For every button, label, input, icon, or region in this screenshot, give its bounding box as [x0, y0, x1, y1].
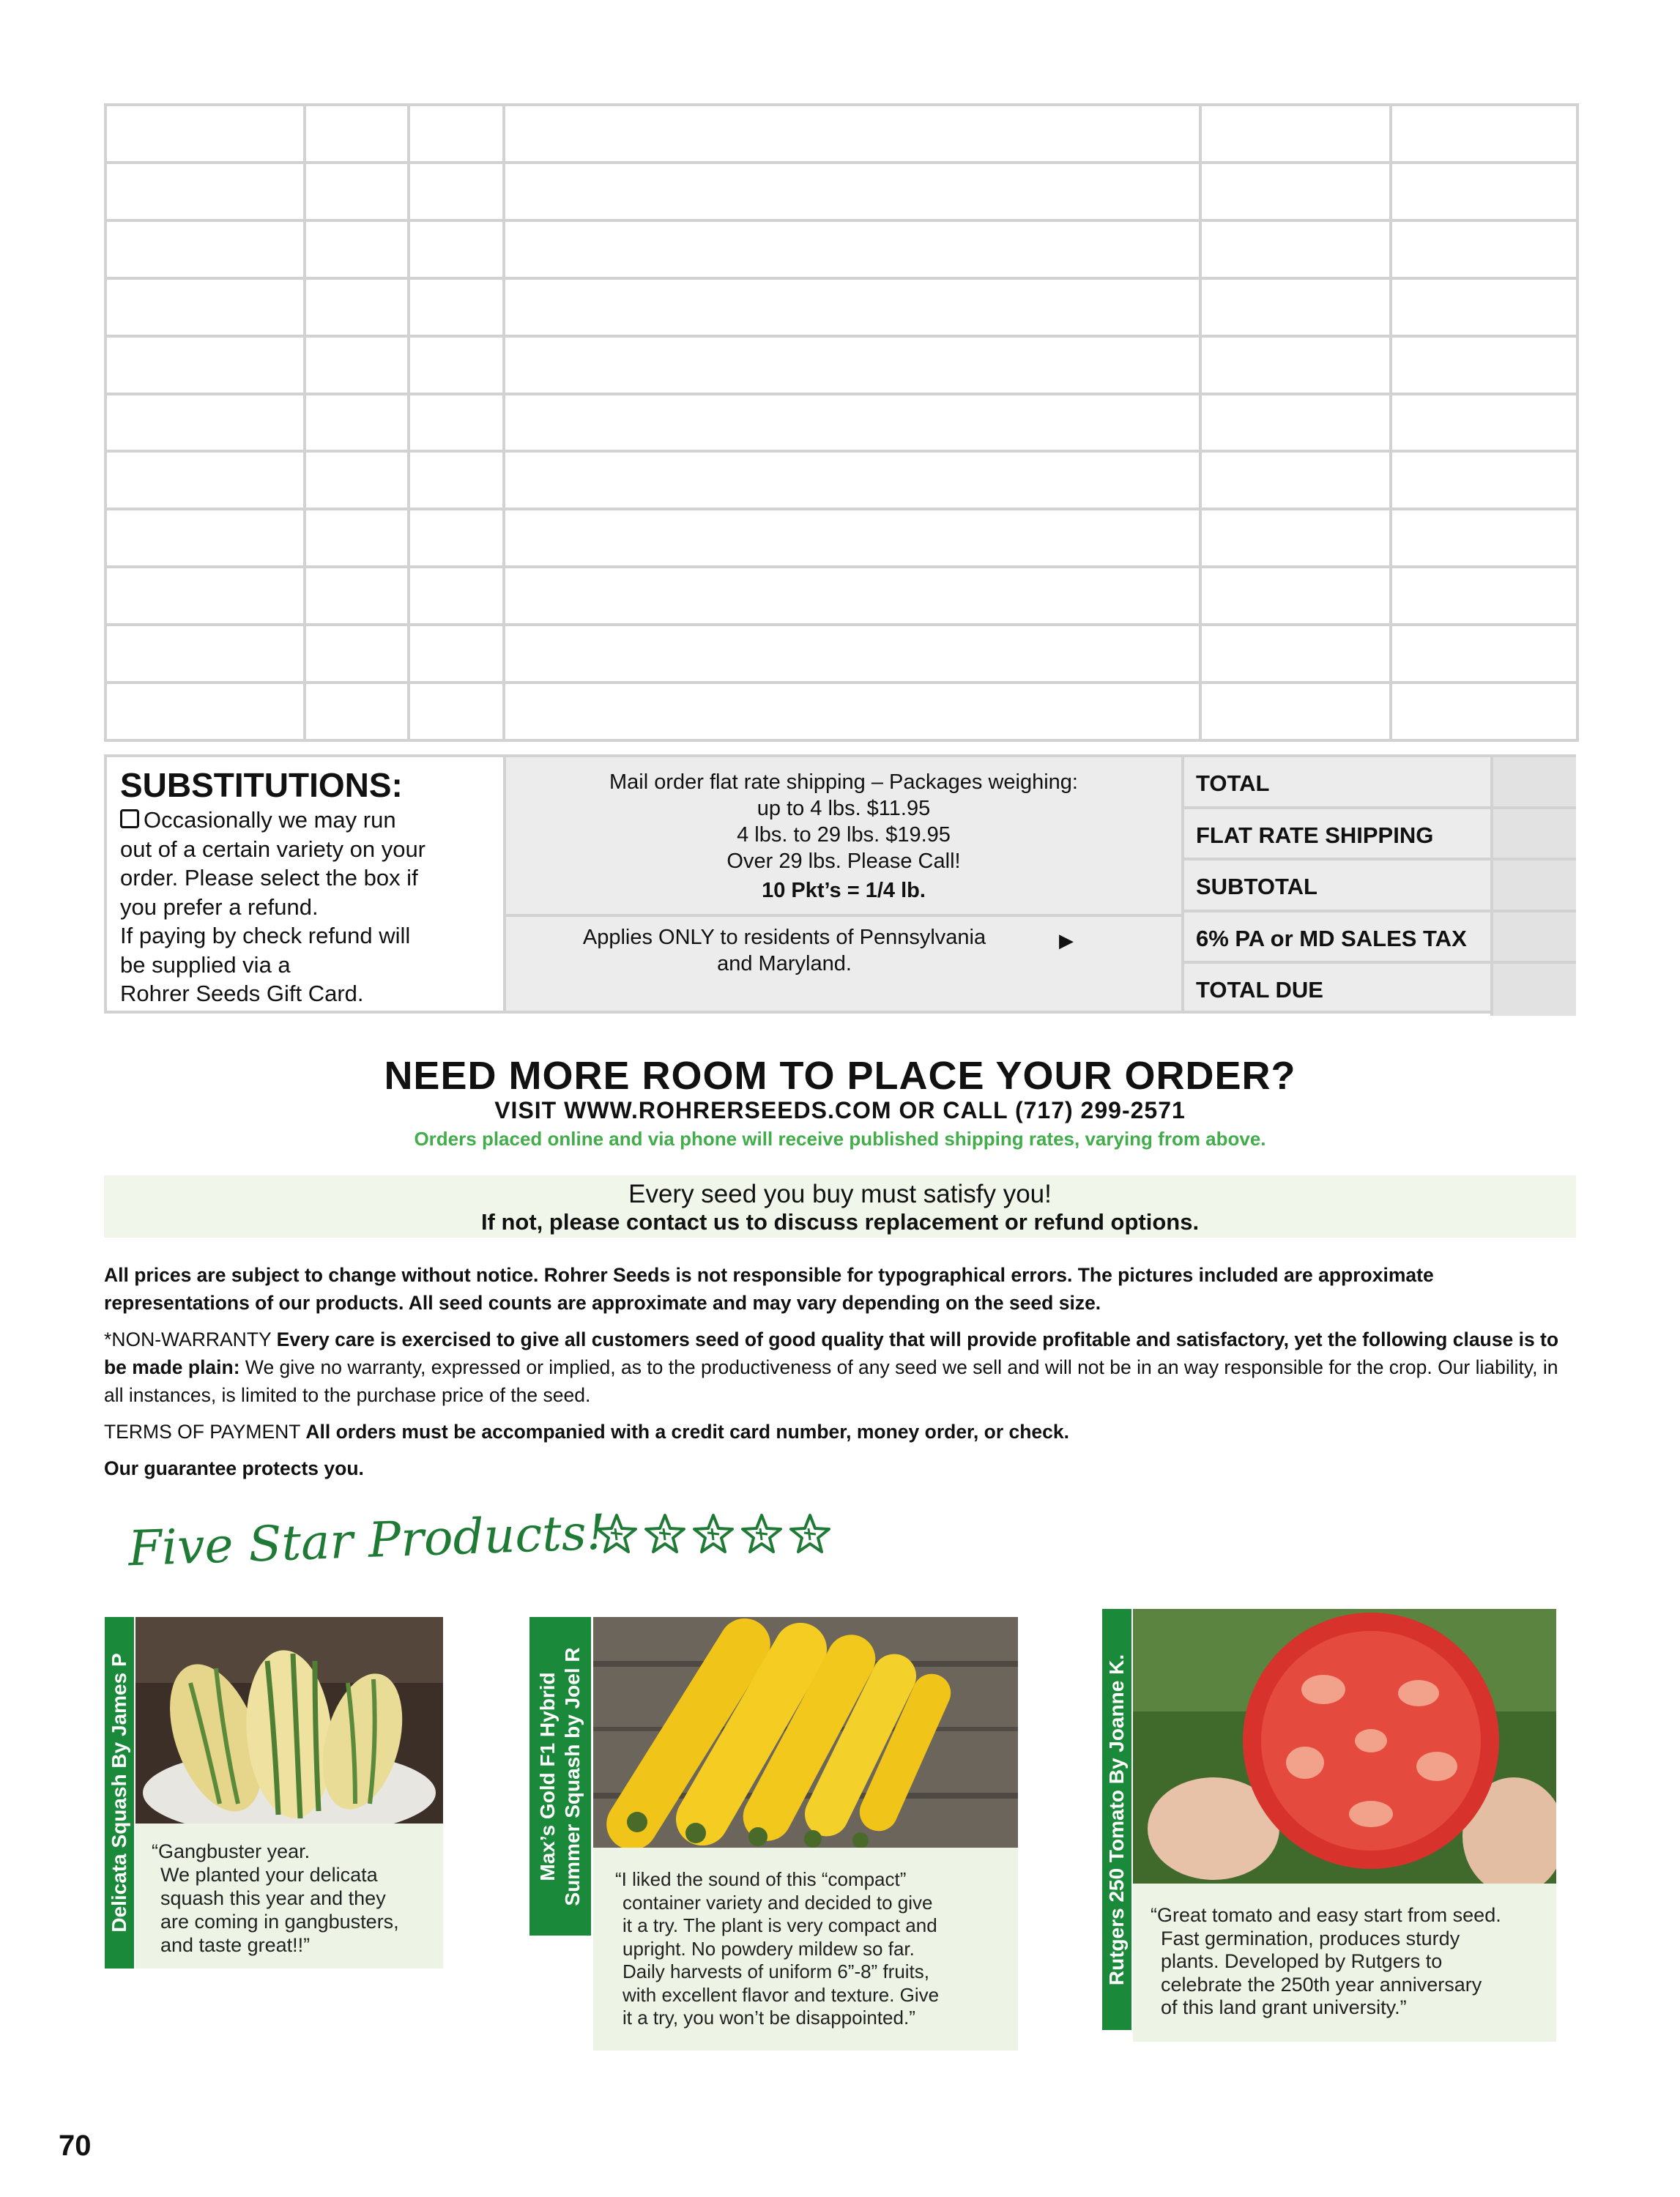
- order-grid-row: [105, 683, 1577, 740]
- total-due-label: TOTAL DUE: [1196, 977, 1323, 1003]
- flat-rate-row: [1184, 809, 1573, 861]
- order-grid-cell[interactable]: [504, 567, 1200, 625]
- order-grid-cell[interactable]: [105, 220, 305, 278]
- subst-line-7: Rohrer Seeds Gift Card.: [120, 981, 364, 1006]
- rutgers-quote-line-5: of this land grant university.”: [1161, 1996, 1407, 2018]
- order-summary-panel: [104, 754, 1576, 1014]
- star-rating: [595, 1512, 832, 1556]
- delicata-squash-image: [135, 1617, 443, 1824]
- non-warranty-label: *NON-WARRANTY: [104, 1328, 272, 1350]
- order-grid-cell[interactable]: [409, 567, 504, 625]
- terms-of-payment: [104, 1418, 1576, 1446]
- order-grid-cell[interactable]: [105, 683, 305, 740]
- order-grid-cell[interactable]: [409, 625, 504, 683]
- order-grid-cell[interactable]: [1200, 625, 1391, 683]
- substitutions-text: [120, 806, 490, 1008]
- order-grid-row: [105, 278, 1577, 336]
- order-grid-cell[interactable]: [1391, 625, 1577, 683]
- order-grid-cell[interactable]: [409, 394, 504, 452]
- order-grid-row: [105, 105, 1577, 163]
- star-icon: [643, 1512, 687, 1556]
- order-grid-cell[interactable]: [504, 105, 1200, 163]
- star-icon: [788, 1512, 832, 1556]
- total-due-field[interactable]: [1490, 964, 1576, 1016]
- order-grid-row: [105, 509, 1577, 567]
- order-grid-cell[interactable]: [305, 451, 409, 509]
- order-form-grid: [104, 103, 1579, 742]
- need-more-room-heading: NEED MORE ROOM TO PLACE YOUR ORDER?: [384, 1054, 1296, 1098]
- substitutions-block: [107, 757, 506, 1011]
- order-grid-cell[interactable]: [504, 220, 1200, 278]
- order-grid-cell[interactable]: [305, 278, 409, 336]
- maxs-gold-quote-line-4: upright. No powdery mildew so far.: [622, 1937, 915, 1960]
- subst-line-1: Occasionally we may run: [144, 807, 396, 833]
- rutgers-label-text: Rutgers 250 Tomato By Joanne K.: [1105, 1654, 1128, 1985]
- terms-text: All orders must be accompanied with a credit card number, money order, or check.: [305, 1421, 1069, 1443]
- total-field[interactable]: [1490, 757, 1576, 806]
- order-grid-cell[interactable]: [1391, 683, 1577, 740]
- order-grid-cell[interactable]: [305, 625, 409, 683]
- order-grid-cell[interactable]: [1200, 220, 1391, 278]
- order-grid-row: [105, 394, 1577, 452]
- rutgers-quote-line-2: Fast germination, produces sturdy: [1161, 1927, 1460, 1949]
- non-warranty-bold: Every care is exercised to give all customers seed of good quality that will provide profitable and satisfactory, yet the following clause is to be made plain:: [104, 1328, 1559, 1378]
- guarantee-line: Our guarantee protects you.: [104, 1457, 364, 1479]
- order-grid-cell[interactable]: [1391, 394, 1577, 452]
- order-grid-cell[interactable]: [1200, 336, 1391, 394]
- order-grid-cell[interactable]: [409, 509, 504, 567]
- order-grid-cell[interactable]: [409, 220, 504, 278]
- order-grid-row: [105, 163, 1577, 220]
- order-grid-cell[interactable]: [105, 451, 305, 509]
- shipping-line-4: Over 29 lbs. Please Call!: [726, 850, 961, 873]
- rutgers-quote-line-1: “Great tomato and easy start from seed.: [1151, 1904, 1501, 1926]
- maxs-gold-quote-line-7: it a try, you won’t be disappointed.”: [622, 2007, 915, 2029]
- subtotal-label: SUBTOTAL: [1196, 874, 1317, 899]
- order-grid-cell[interactable]: [1391, 567, 1577, 625]
- order-grid-cell[interactable]: [1200, 567, 1391, 625]
- order-grid-row: [105, 625, 1577, 683]
- delicata-quote-line-1: “Gangbuster year.: [152, 1840, 311, 1862]
- delicata-quote-line-5: and taste great!!”: [160, 1934, 311, 1956]
- order-grid-cell[interactable]: [105, 567, 305, 625]
- total-due-row: [1184, 964, 1573, 1016]
- order-grid-cell[interactable]: [1391, 278, 1577, 336]
- order-grid-row: [105, 451, 1577, 509]
- satisfaction-line-1: Every seed you buy must satisfy you!: [628, 1180, 1052, 1208]
- order-grid-cell[interactable]: [105, 163, 305, 220]
- satisfaction-line-2: If not, please contact us to discuss replacement or refund options.: [480, 1209, 1200, 1235]
- order-grid-cell[interactable]: [1200, 163, 1391, 220]
- subst-line-3: order. Please select the box if: [120, 865, 418, 891]
- order-grid-cell[interactable]: [1200, 105, 1391, 163]
- star-icon: [691, 1512, 735, 1556]
- satisfaction-banner: [104, 1175, 1576, 1238]
- order-grid-cell[interactable]: [504, 163, 1200, 220]
- order-grid-cell[interactable]: [105, 336, 305, 394]
- shipping-line-2: up to 4 lbs. $11.95: [757, 797, 931, 820]
- order-grid-cell[interactable]: [409, 451, 504, 509]
- arrow-right-icon: ▶: [1059, 929, 1074, 951]
- order-grid-cell[interactable]: [1391, 163, 1577, 220]
- flat-rate-label: FLAT RATE SHIPPING: [1196, 822, 1434, 848]
- testimonial-label-rutgers: [1102, 1609, 1131, 2030]
- order-grid-cell[interactable]: [305, 683, 409, 740]
- delicata-quote-line-4: are coming in gangbusters,: [160, 1911, 399, 1933]
- order-grid-cell[interactable]: [1391, 451, 1577, 509]
- subtotal-row: [1184, 860, 1573, 912]
- order-grid-row: [105, 567, 1577, 625]
- order-grid-cell[interactable]: [105, 509, 305, 567]
- maxs-gold-quote-line-2: container variety and decided to give: [622, 1891, 933, 1914]
- order-grid-cell[interactable]: [305, 105, 409, 163]
- star-icon: [740, 1512, 784, 1556]
- substitutions-title: SUBSTITUTIONS:: [120, 766, 403, 804]
- delicata-quote-line-2: We planted your delicata: [160, 1864, 378, 1886]
- order-grid-cell[interactable]: [409, 336, 504, 394]
- subtotal-field[interactable]: [1490, 860, 1576, 910]
- prices-disclaimer: All prices are subject to change without notice. Rohrer Seeds is not responsible for typographical errors. The pictures included are approximate representations of our products. All seed counts are approximate and may vary depending on the seed size.: [104, 1264, 1434, 1314]
- flat-rate-field[interactable]: [1490, 809, 1576, 858]
- subst-line-5: If paying by check refund will: [120, 923, 411, 948]
- order-grid-cell[interactable]: [409, 683, 504, 740]
- order-grid-cell[interactable]: [105, 625, 305, 683]
- applies-line-1: Applies ONLY to residents of Pennsylvania: [582, 926, 986, 949]
- order-grid-cell[interactable]: [1391, 105, 1577, 163]
- order-grid-cell[interactable]: [305, 220, 409, 278]
- order-grid-row: [105, 220, 1577, 278]
- subst-line-6: be supplied via a: [120, 951, 291, 978]
- maxs-gold-label-line-1: Max’s Gold F1 Hybrid: [536, 1671, 559, 1881]
- order-grid-cell[interactable]: [504, 625, 1200, 683]
- maxs-gold-label-line-2: Summer Squash by Joel R: [561, 1646, 584, 1906]
- order-grid-cell[interactable]: [305, 509, 409, 567]
- delicata-squash-photo: [135, 1617, 443, 1824]
- sales-tax-field[interactable]: [1490, 912, 1576, 962]
- shipping-line-5: 10 Pkt’s = 1/4 lb.: [762, 879, 926, 902]
- fine-print: [104, 1261, 1576, 1491]
- order-grid-cell[interactable]: [1200, 509, 1391, 567]
- maxs-gold-quote-line-1: “I liked the sound of this “compact”: [615, 1868, 907, 1890]
- page-number: 70: [59, 2130, 92, 2162]
- subst-line-4: you prefer a refund.: [120, 893, 319, 920]
- order-grid-row: [105, 336, 1577, 394]
- total-label: TOTAL: [1196, 770, 1270, 796]
- non-warranty-clause: [104, 1326, 1576, 1409]
- shipping-line-1: Mail order flat rate shipping – Packages weighing:: [609, 770, 1078, 794]
- order-grid-cell[interactable]: [105, 105, 305, 163]
- order-grid-cell[interactable]: [105, 394, 305, 452]
- testimonial-label-delicata: [105, 1617, 134, 1969]
- maxs-gold-label-text: [535, 1647, 585, 1906]
- visit-website-line[interactable]: VISIT WWW.ROHRERSEEDS.COM OR CALL (717) 299-2571: [494, 1097, 1186, 1123]
- shipping-divider: [506, 914, 1181, 917]
- non-warranty-text: We give no warranty, expressed or implied, as to the productiveness of any seed we sell and will not be in an way responsible for the crop. Our liability, in all instances, is limited to the purchase price of the seed.: [104, 1356, 1558, 1406]
- order-grid-cell[interactable]: [1200, 394, 1391, 452]
- terms-label: TERMS OF PAYMENT: [104, 1421, 300, 1443]
- rutgers-tomato-photo: [1133, 1609, 1556, 1884]
- rutgers-quote: [1133, 1884, 1556, 2042]
- online-shipping-note: Orders placed online and via phone will receive published shipping rates, varying from above.: [414, 1128, 1266, 1150]
- order-grid-cell[interactable]: [305, 567, 409, 625]
- order-grid-cell[interactable]: [504, 336, 1200, 394]
- order-grid-body: [105, 105, 1577, 740]
- rutgers-quote-line-3: plants. Developed by Rutgers to: [1161, 1950, 1443, 1972]
- order-grid-cell[interactable]: [504, 278, 1200, 336]
- order-grid-cell[interactable]: [305, 163, 409, 220]
- order-grid-cell[interactable]: [1200, 683, 1391, 740]
- order-grid-cell[interactable]: [1391, 509, 1577, 567]
- maxs-gold-quote-line-6: with excellent flavor and texture. Give: [622, 1983, 940, 2006]
- applies-line-2: and Maryland.: [717, 952, 852, 975]
- order-grid-cell[interactable]: [1391, 336, 1577, 394]
- star-icon: [595, 1512, 639, 1556]
- maxs-gold-quote-line-3: it a try. The plant is very compact and: [622, 1914, 937, 1936]
- maxs-gold-quote: [593, 1848, 1018, 2051]
- shipping-info-block: [506, 757, 1184, 1011]
- subst-line-2: out of a certain variety on your: [120, 836, 426, 862]
- order-grid-cell[interactable]: [1391, 220, 1577, 278]
- order-grid-cell[interactable]: [305, 394, 409, 452]
- shipping-line-3: 4 lbs. to 29 lbs. $19.95: [737, 823, 951, 847]
- order-grid-cell[interactable]: [1200, 451, 1391, 509]
- shipping-rates: [506, 769, 1181, 904]
- order-grid-cell[interactable]: [409, 278, 504, 336]
- order-grid-cell[interactable]: [504, 509, 1200, 567]
- order-grid-cell[interactable]: [305, 336, 409, 394]
- sales-tax-row: [1184, 912, 1573, 964]
- delicata-quote: [135, 1824, 443, 1969]
- delicata-quote-line-3: squash this year and they: [160, 1887, 386, 1909]
- maxs-gold-quote-line-5: Daily harvests of uniform 6”-8” fruits,: [622, 1960, 930, 1982]
- maxs-gold-squash-photo: [593, 1617, 1018, 1848]
- testimonial-label-maxs-gold: [529, 1617, 591, 1936]
- order-grid-cell[interactable]: [504, 451, 1200, 509]
- refund-checkbox[interactable]: [120, 809, 139, 828]
- total-row: [1184, 757, 1573, 809]
- order-grid-cell[interactable]: [1200, 278, 1391, 336]
- summer-squash-image: [593, 1617, 1018, 1848]
- order-grid-cell[interactable]: [105, 278, 305, 336]
- tomato-slice-image: [1133, 1609, 1556, 1884]
- order-grid-cell[interactable]: [504, 683, 1200, 740]
- order-grid-cell[interactable]: [504, 394, 1200, 452]
- order-grid-cell[interactable]: [409, 105, 504, 163]
- tax-applies-note: [528, 924, 1041, 977]
- rutgers-quote-line-4: celebrate the 250th year anniversary: [1161, 1973, 1482, 1996]
- five-star-heading: Five Star Products!: [127, 1503, 607, 1577]
- delicata-label-text: Delicata Squash By James P: [108, 1653, 130, 1933]
- totals-block: [1184, 757, 1573, 1016]
- order-grid-cell[interactable]: [409, 163, 504, 220]
- sales-tax-label: 6% PA or MD SALES TAX: [1196, 925, 1467, 951]
